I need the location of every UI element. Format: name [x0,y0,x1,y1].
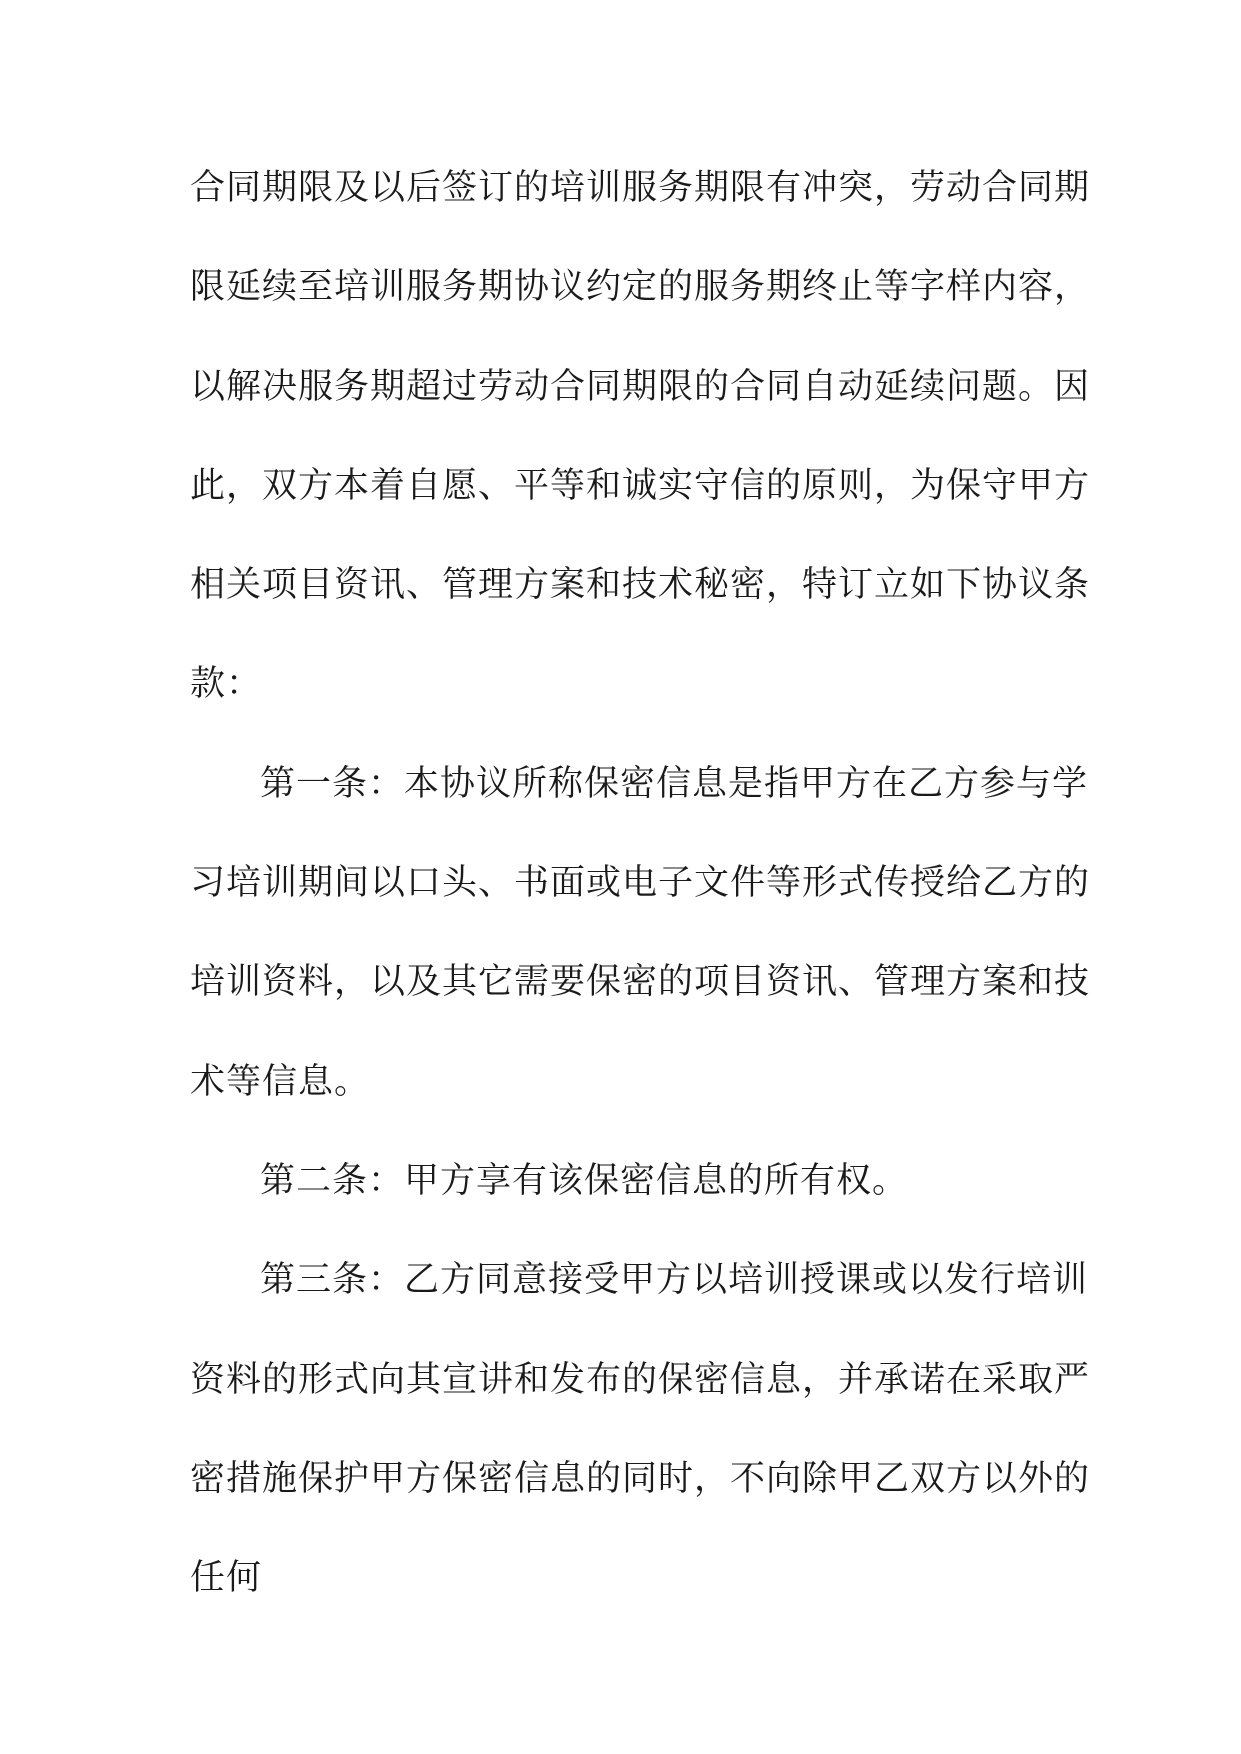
text-line: 款： [190,664,263,705]
text-line: 密措施保护甲方保密信息的同时，不向除甲乙双方以外的 [190,1458,1091,1499]
text-line: 相关项目资讯、管理方案和技术秘密，特订立如下协议条 [190,565,1091,606]
text-line: 资料的形式向其宣讲和发布的保密信息，并承诺在采取严 [190,1359,1091,1400]
text-line: 合同期限及以后签订的培训服务期限有冲突，劳动合同期 [190,168,1091,208]
document-body [190,168,1091,1657]
text-line: 此，双方本着自愿、平等和诚实守信的原则，为保守甲方 [190,465,1091,506]
article-2-line: 第二条：甲方享有该保密信息的所有权。 [260,1160,909,1201]
text-line: 培训资料，以及其它需要保密的项目资讯、管理方案和技 [190,962,1091,1003]
text-line: 限延续至培训服务期协议约定的服务期终止等字样内容， [190,267,1091,308]
article-1-first-line: 第一条：本协议所称保密信息是指甲方在乙方参与学 [260,763,1089,804]
text-line: 任何 [190,1558,263,1599]
article-3-first-line: 第三条：乙方同意接受甲方以培训授课或以发行培训 [260,1260,1089,1301]
text-line: 习培训期间以口头、书面或电子文件等形式传授给乙方的 [190,863,1091,904]
text-line: 以解决服务期超过劳动合同期限的合同自动延续问题。因 [190,366,1091,407]
text-line: 术等信息。 [190,1061,371,1102]
